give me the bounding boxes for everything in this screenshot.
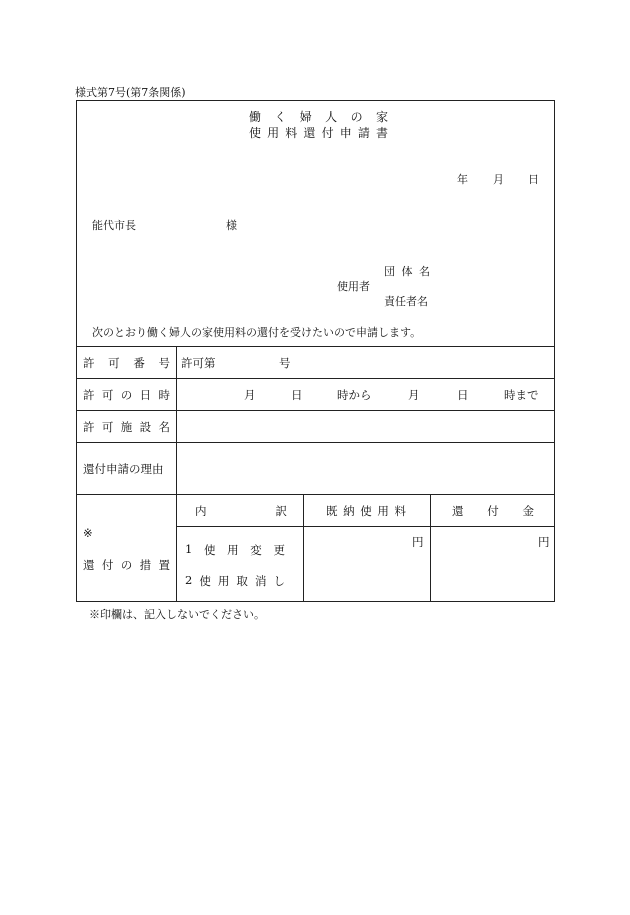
char: 体 [401,265,413,278]
char: 納 [343,504,355,518]
char: 付 [487,504,499,518]
char: 1 [185,542,193,556]
date-year-label[interactable]: 年 [457,173,468,186]
option-change-of-use [185,542,285,558]
char: 用 [217,574,230,588]
refund-measure-label [83,557,170,573]
date-day-label[interactable]: 日 [528,173,539,186]
form-number: 様式第7号(第7条関係) [75,86,186,99]
char: 家 [375,110,388,124]
char: 金 [522,504,534,518]
char: し [273,574,285,588]
char: 訳 [275,504,287,518]
char: 使 [249,126,262,140]
char: 可 [101,420,114,434]
char: 料 [394,504,406,518]
breakdown-column-header [195,503,287,519]
applicant-label: 使用者 [337,280,370,293]
request-statement: 次のとおり働く婦人の家使用料の還付を受けたいので申請します。 [92,326,422,339]
refund-reason-field[interactable] [177,443,553,493]
char: 名 [419,265,430,278]
char: の [350,110,363,124]
from-time-label: 時から [337,388,372,402]
char: 許 [83,388,95,402]
char: 付 [101,558,114,572]
permit-number-field[interactable] [217,349,277,375]
char: 働 [249,110,262,124]
facility-name-field[interactable] [177,411,553,441]
char: 使 [199,574,211,588]
char: 付 [321,126,334,140]
footnote: ※印欄は、記入しないでください。 [89,608,265,621]
char: 使 [203,543,216,557]
form-title-line2 [249,124,388,141]
char: 申 [339,126,352,140]
char: 用 [227,543,239,557]
char: 可 [108,356,120,370]
char: 設 [139,420,152,434]
to-day-label: 日 [457,388,469,402]
paid-fee-column-header [326,503,406,519]
char: 消 [254,574,267,588]
char: 請 [357,126,370,140]
char: 婦 [299,110,312,124]
char: 番 [133,356,145,370]
organization-name-label [384,263,430,279]
char: 号 [158,356,170,370]
char: 取 [236,574,248,588]
char: 時 [158,388,170,402]
char: 書 [375,126,388,140]
to-month-label: 月 [408,388,420,402]
permit-number-label [83,355,170,371]
char: 用 [267,126,280,140]
permit-number-prefix: 許可第 [181,356,216,370]
char: 日 [139,388,152,402]
char: 2 [185,573,193,587]
refund-reason-label: 還付申請の理由 [83,462,164,476]
refund-amount-column-header [452,503,534,519]
option-cancellation [185,573,285,589]
refund-amount-yen: 円 [538,535,550,549]
char: 料 [285,126,298,140]
char: 内 [195,504,207,518]
date-month-label[interactable]: 月 [493,173,504,186]
char: 還 [303,126,316,140]
char: 施 [120,420,133,434]
from-month-label: 月 [244,388,256,402]
addressee-name: 能代市長 [92,219,136,232]
to-time-label: 時まで [504,388,539,402]
char: 既 [326,504,338,518]
char: 更 [273,543,285,557]
char: 名 [158,420,170,434]
char: の [120,388,133,402]
char: 用 [377,504,389,518]
application-form [76,100,555,602]
char: 還 [83,558,95,572]
representative-name-label: 責任者名 [384,295,428,308]
char: 可 [101,388,114,402]
from-day-label: 日 [291,388,303,402]
char: 還 [452,504,464,518]
char: 許 [83,420,95,434]
permit-datetime-label [83,387,170,403]
char: 変 [250,543,262,557]
office-use-mark: ※ [83,526,93,540]
char: 許 [83,356,95,370]
char: 人 [325,110,338,124]
facility-name-label [83,419,170,435]
addressee-honorific: 様 [226,219,237,232]
form-title-line1 [249,108,388,125]
permit-number-suffix: 号 [279,356,291,370]
char: の [120,558,133,572]
paid-fee-yen: 円 [412,535,424,549]
char: く [274,110,287,124]
char: 団 [384,265,395,278]
char: 措 [139,558,152,572]
char: 使 [360,504,372,518]
char: 置 [158,558,170,572]
